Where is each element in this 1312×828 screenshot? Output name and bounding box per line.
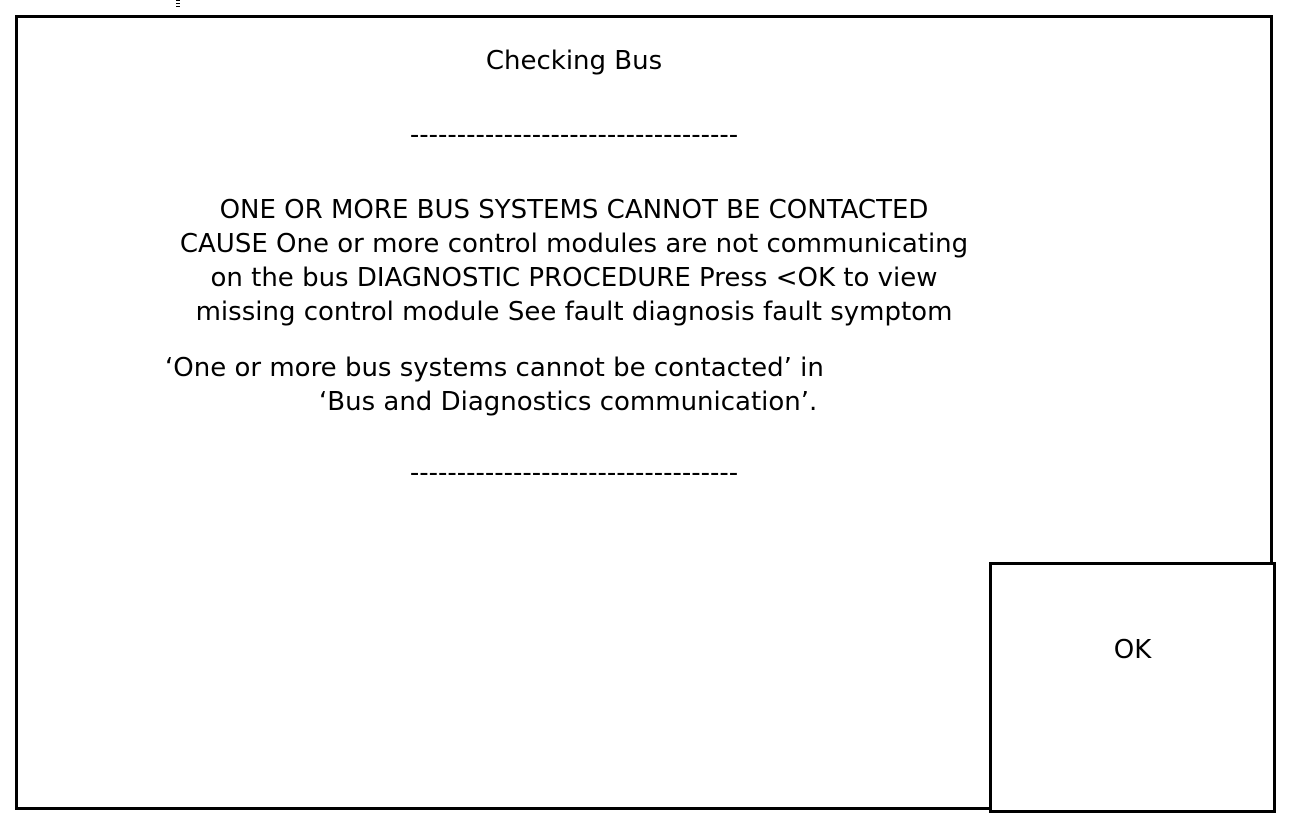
divider-top: ----------------------------------- — [409, 120, 739, 150]
message-line: CAUSE One or more control modules are not communicating — [179, 229, 969, 259]
drag-grip-icon — [176, 0, 180, 12]
reference-line: ‘One or more bus systems cannot be contacted’ in — [165, 353, 824, 383]
ok-button-label: OK — [1113, 635, 1152, 665]
ok-button[interactable] — [989, 562, 1276, 813]
divider-bottom: ----------------------------------- — [409, 458, 739, 488]
dialog-title: Checking Bus — [485, 46, 663, 76]
message-line: ONE OR MORE BUS SYSTEMS CANNOT BE CONTACTED — [219, 195, 929, 225]
reference-line: ‘Bus and Diagnostics communication’. — [319, 387, 818, 417]
message-line: missing control module See fault diagnosis fault symptom — [195, 297, 953, 327]
message-body — [18, 193, 1130, 329]
message-line: on the bus DIAGNOSTIC PROCEDURE Press <OK to view — [210, 263, 938, 293]
